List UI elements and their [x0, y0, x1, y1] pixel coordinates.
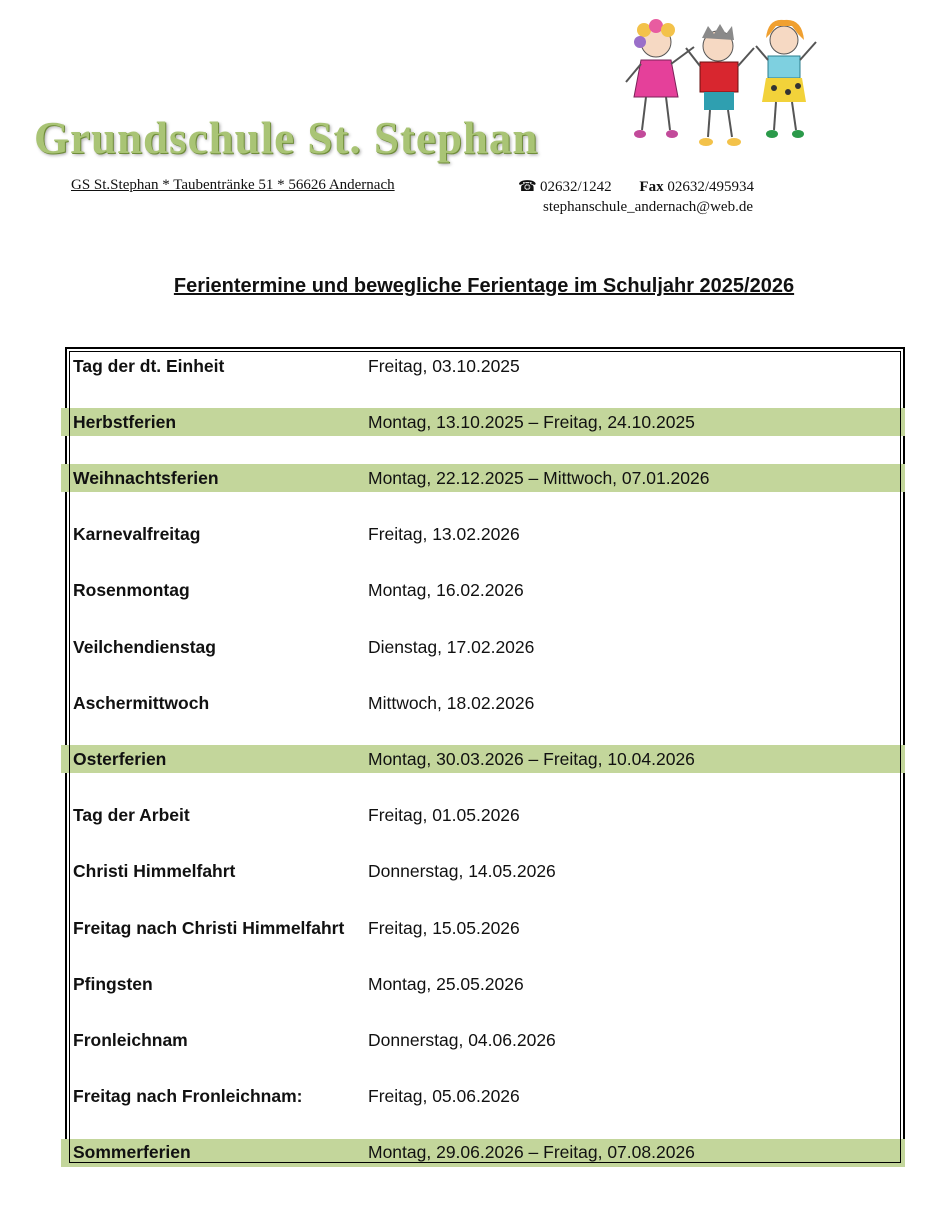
- holiday-name: Rosenmontag: [73, 580, 190, 601]
- holiday-date: Montag, 13.10.2025 – Freitag, 24.10.2025: [368, 411, 695, 432]
- holiday-date: Freitag, 01.05.2026: [368, 805, 520, 826]
- fax-label: Fax: [639, 179, 664, 195]
- table-row: [61, 464, 905, 492]
- holiday-date: Montag, 16.02.2026: [368, 580, 524, 601]
- table-row: [61, 633, 905, 661]
- holiday-name: Fronleichnam: [73, 1029, 188, 1050]
- document-title: Ferientermine und bewegliche Ferientage im Schuljahr 2025/2026: [173, 275, 795, 297]
- holiday-date: Freitag, 03.10.2025: [368, 355, 520, 376]
- phone-number: 02632/1242: [540, 179, 612, 195]
- holiday-name: Sommerferien: [73, 1142, 191, 1163]
- holiday-date: Montag, 22.12.2025 – Mittwoch, 07.01.2026: [368, 467, 710, 488]
- holiday-name: Freitag nach Fronleichnam:: [73, 1086, 303, 1107]
- holiday-name: Tag der Arbeit: [73, 805, 190, 826]
- table-row: [61, 1139, 905, 1167]
- holiday-name: Tag der dt. Einheit: [73, 355, 225, 376]
- holiday-name: Freitag nach Christi Himmelfahrt: [73, 917, 345, 938]
- table-row: [61, 408, 905, 436]
- school-name: Grundschule St. Stephan: [34, 113, 539, 163]
- table-row: [61, 521, 905, 549]
- holiday-name: Weihnachtsferien: [73, 467, 219, 488]
- holiday-date: Donnerstag, 14.05.2026: [368, 861, 556, 882]
- fax-number: 02632/495934: [667, 179, 755, 195]
- table-row: [61, 858, 905, 886]
- holiday-name: Osterferien: [73, 748, 167, 769]
- holiday-date: Montag, 30.03.2026 – Freitag, 10.04.2026: [368, 748, 695, 769]
- email-address: stephanschule_andernach@web.de: [543, 199, 753, 215]
- table-row: [61, 745, 905, 773]
- holiday-date: Dienstag, 17.02.2026: [368, 636, 535, 657]
- table-row: [61, 577, 905, 605]
- contact-block: [518, 177, 754, 217]
- holiday-name: Karnevalfreitag: [73, 524, 201, 545]
- holiday-date: Freitag, 13.02.2026: [368, 524, 520, 545]
- holiday-name: Veilchendienstag: [73, 636, 216, 657]
- table-row: [61, 1026, 905, 1054]
- table-row: [61, 914, 905, 942]
- table-row: [61, 352, 905, 380]
- holiday-date: Mittwoch, 18.02.2026: [368, 692, 535, 713]
- phone-icon: ☎: [518, 179, 537, 195]
- girl-right-figure: [756, 20, 816, 138]
- holiday-date: Freitag, 05.06.2026: [368, 1086, 520, 1107]
- table-row: [61, 802, 905, 830]
- holiday-name: Pfingsten: [73, 973, 153, 994]
- holiday-date: Montag, 25.05.2026: [368, 973, 524, 994]
- children-illustration: [616, 12, 828, 160]
- holiday-name: Aschermittwoch: [73, 692, 210, 713]
- holiday-name: Herbstferien: [73, 411, 177, 432]
- table-row: [61, 1083, 905, 1111]
- holiday-date: Montag, 29.06.2026 – Freitag, 07.08.2026: [368, 1142, 695, 1163]
- table-row: [61, 689, 905, 717]
- holiday-date: Freitag, 15.05.2026: [368, 917, 520, 938]
- holiday-table: [65, 347, 905, 1167]
- girl-left-figure: [626, 19, 694, 138]
- table-row: [61, 970, 905, 998]
- school-address: GS St.Stephan * Taubentränke 51 * 56626 Andernach: [71, 177, 395, 193]
- boy-middle-figure: [686, 24, 754, 146]
- holiday-date: Donnerstag, 04.06.2026: [368, 1029, 556, 1050]
- holiday-name: Christi Himmelfahrt: [73, 861, 236, 882]
